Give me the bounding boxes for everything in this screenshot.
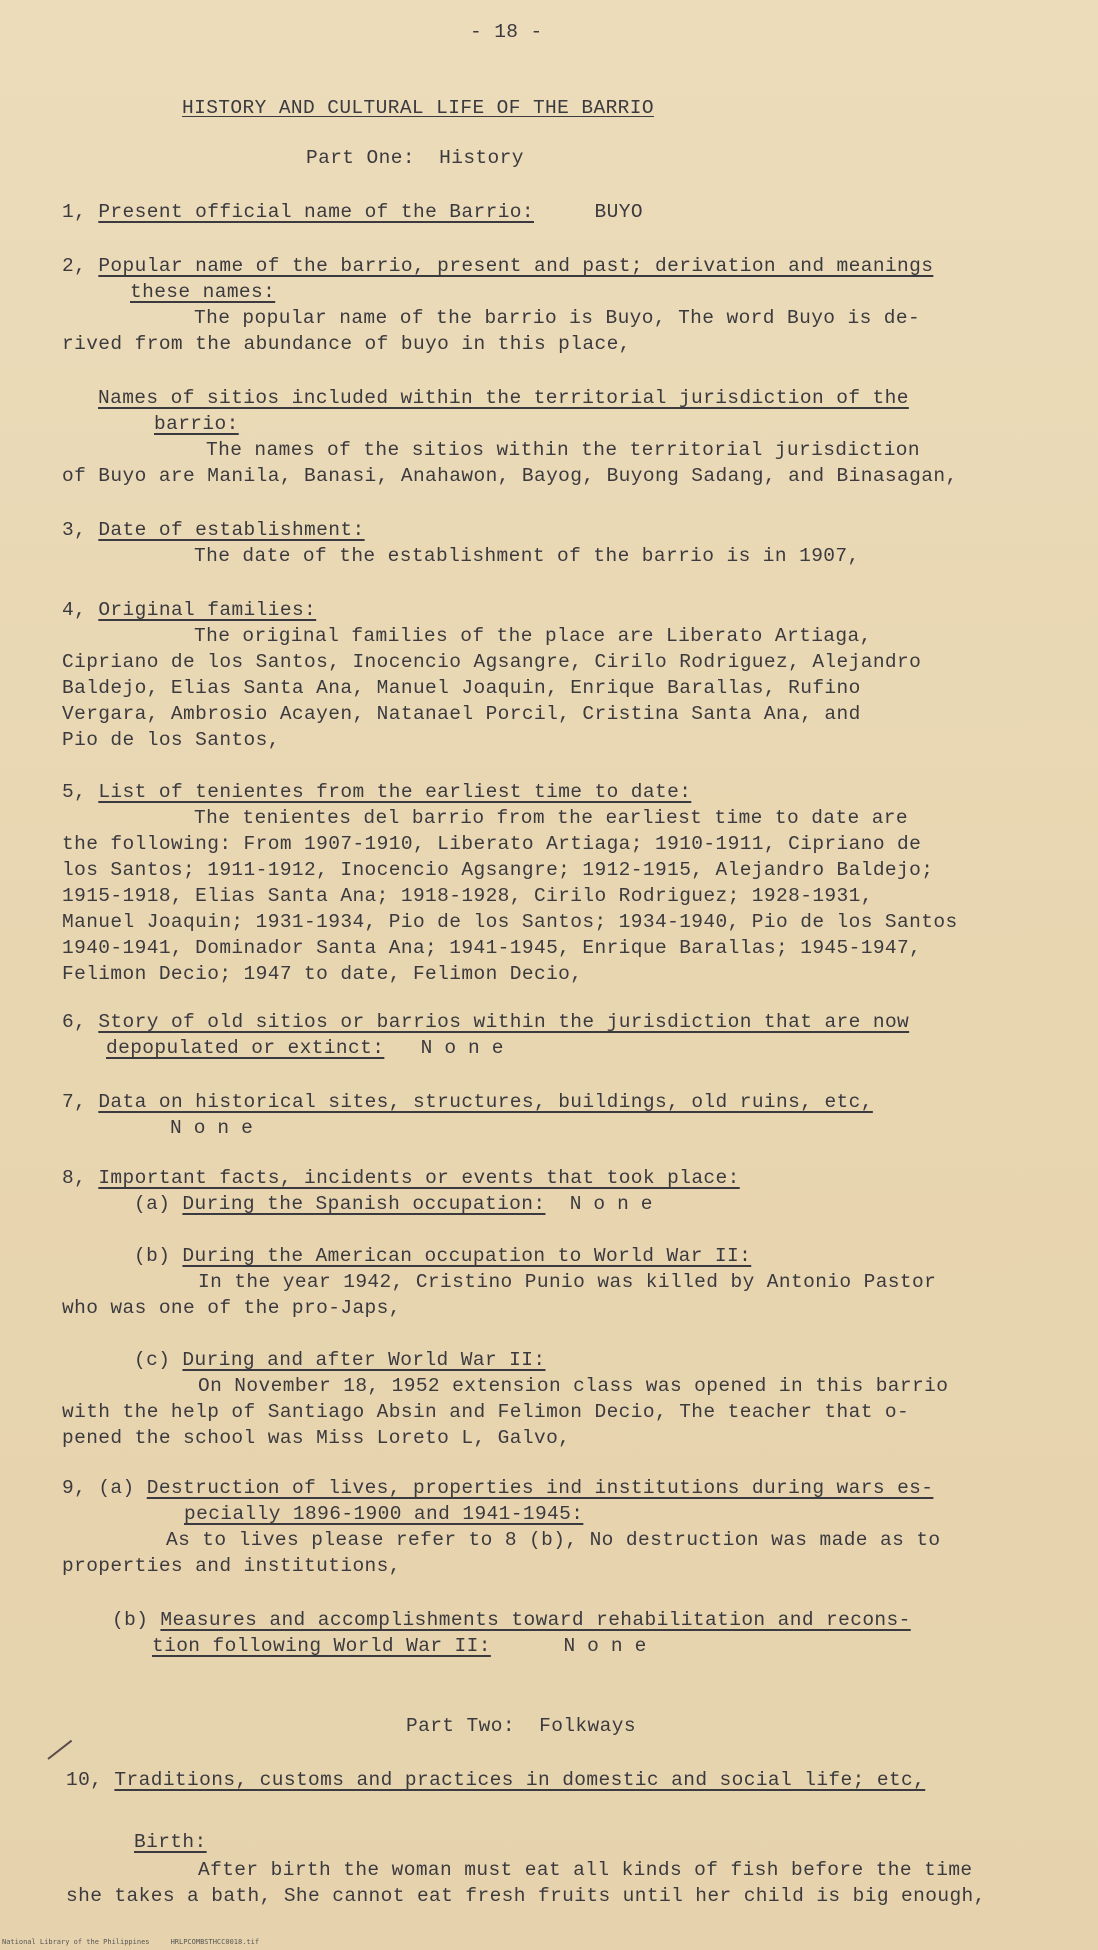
paragraph-line: rived from the abundance of buyo in this place, [62,333,631,355]
sitios-label-cont: barrio: [154,413,239,435]
paragraph-line: she takes a bath, She cannot eat fresh fruits until her child is big enough, [66,1885,986,1907]
item-label: Popular name of the barrio, present and past; derivation and meanings [98,255,934,277]
item-number: 10, [66,1769,103,1791]
sitios-label: Names of sitios included within the territorial jurisdiction of the [98,387,909,409]
none-value: None [569,1193,665,1215]
part-one-heading: Part One: History [306,147,524,169]
subitem-mark: (c) [134,1349,171,1371]
scan-footer: National Library of the Philippines HRLPCOMBSTHCC0018.tif [2,1938,260,1946]
paragraph-line: who was one of the pro-Japs, [62,1297,401,1319]
paragraph-line: After birth the woman must eat all kinds of fish before the time [198,1859,973,1881]
paragraph-line: with the help of Santiago Absin and Felimon Decio, The teacher that o- [62,1401,910,1423]
paragraph-line: The tenientes del barrio from the earliest time to date are [194,807,909,829]
item-number: 4, [62,599,87,621]
item-7 [62,1090,873,1114]
item-label: List of tenientes from the earliest time to date: [98,781,692,803]
item-number: 8, [62,1167,87,1189]
item-10 [66,1768,925,1792]
subitem-label-cont: pecially 1896-1900 and 1941-1945: [184,1503,584,1525]
subitem-mark: (a) [98,1477,135,1499]
item-label: Story of old sitios or barrios within the jurisdiction that are now [98,1011,910,1033]
paragraph-line: As to lives please refer to 8 (b), No destruction was made as to [166,1529,941,1551]
item-label: Date of establishment: [98,519,365,541]
item-6-cont [106,1036,515,1060]
paragraph-line: The names of the sitios within the territorial jurisdiction [206,439,921,461]
none-value: None [563,1635,659,1657]
item-label: Traditions, customs and practices in domestic and social life; etc, [114,1769,926,1791]
paragraph-line: In the year 1942, Cristino Punio was killed by Antonio Pastor [198,1271,937,1293]
paragraph-line: Manuel Joaquin; 1931-1934, Pio de los Santos; 1934-1940, Pio de los Santos [62,911,958,933]
page-number: - 18 - [470,21,543,43]
item-label: Data on historical sites, structures, buildings, old ruins, etc, [98,1091,873,1113]
item-number: 6, [62,1011,87,1033]
item-label-cont: depopulated or extinct: [106,1037,385,1059]
subitem-label: During the Spanish occupation: [182,1193,546,1215]
paragraph-line: Vergara, Ambrosio Acayen, Natanael Porcil, Cristina Santa Ana, and [62,703,861,725]
paragraph-line: los Santos; 1911-1912, Inocencio Agsangre; 1912-1915, Alejandro Baldejo; [62,859,934,881]
part-two-heading: Part Two: Folkways [406,1715,636,1737]
subitem-label: Destruction of lives, properties ind institutions during wars es- [146,1477,934,1499]
item-8c [134,1348,545,1372]
item-8 [62,1166,740,1190]
paragraph-line: Cipriano de los Santos, Inocencio Agsangre, Cirilo Rodriguez, Alejandro [62,651,922,673]
birth-label: Birth: [134,1831,207,1853]
none-value: None [170,1117,265,1139]
item-4 [62,598,316,622]
pen-mark [47,1740,72,1760]
item-number: 2, [62,255,87,277]
none-value: None [420,1037,516,1059]
item-label-cont: these names: [130,281,276,303]
item-1 [62,200,643,224]
subitem-mark: (b) [112,1609,149,1631]
subitem-mark: (a) [134,1193,171,1215]
paragraph-line: The original families of the place are Liberato Artiaga, [194,625,872,647]
item-number: 1, [62,201,87,223]
item-9b-cont [152,1634,658,1658]
paragraph-line: On November 18, 1952 extension class was opened in this barrio [198,1375,949,1397]
paragraph-line: The popular name of the barrio is Buyo, The word Buyo is de- [194,307,921,329]
item-9b [112,1608,911,1632]
item-8a [134,1192,665,1216]
item-number: 3, [62,519,87,541]
item-number: 5, [62,781,87,803]
item-label: Present official name of the Barrio: [98,201,534,223]
paragraph-line: the following: From 1907-1910, Liberato Artiaga; 1910-1911, Cipriano de [62,833,922,855]
item-number: 9, [62,1477,87,1499]
paragraph-line: properties and institutions, [62,1555,401,1577]
item-6 [62,1010,909,1034]
subitem-label: During and after World War II: [182,1349,546,1371]
item-9a [62,1476,933,1500]
item-3 [62,518,365,542]
barrio-name: BUYO [594,201,643,223]
item-label: Original families: [98,599,317,621]
paragraph-line: of Buyo are Manila, Banasi, Anahawon, Bayog, Buyong Sadang, and Binasagan, [62,465,958,487]
item-label: Important facts, incidents or events that took place: [98,1167,740,1189]
paragraph-line: Felimon Decio; 1947 to date, Felimon Decio, [62,963,583,985]
subitem-mark: (b) [134,1245,171,1267]
paragraph-line: The date of the establishment of the barrio is in 1907, [194,545,860,567]
subitem-label: Measures and accomplishments toward rehabilitation and recons- [160,1609,911,1631]
paragraph-line: Pio de los Santos, [62,729,280,751]
paragraph-line: 1940-1941, Dominador Santa Ana; 1941-1945, Enrique Barallas; 1945-1947, [62,937,922,959]
subitem-label-cont: tion following World War II: [152,1635,491,1657]
document-title: HISTORY AND CULTURAL LIFE OF THE BARRIO [182,97,654,119]
paragraph-line: pened the school was Miss Loreto L, Galvo, [62,1427,571,1449]
paragraph-line: Baldejo, Elias Santa Ana, Manuel Joaquin, Enrique Barallas, Rufino [62,677,861,699]
item-8b [134,1244,751,1268]
item-number: 7, [62,1091,87,1113]
subitem-label: During the American occupation to World War II: [182,1245,752,1267]
paragraph-line: 1915-1918, Elias Santa Ana; 1918-1928, Cirilo Rodriguez; 1928-1931, [62,885,873,907]
item-2 [62,254,933,278]
item-5 [62,780,691,804]
